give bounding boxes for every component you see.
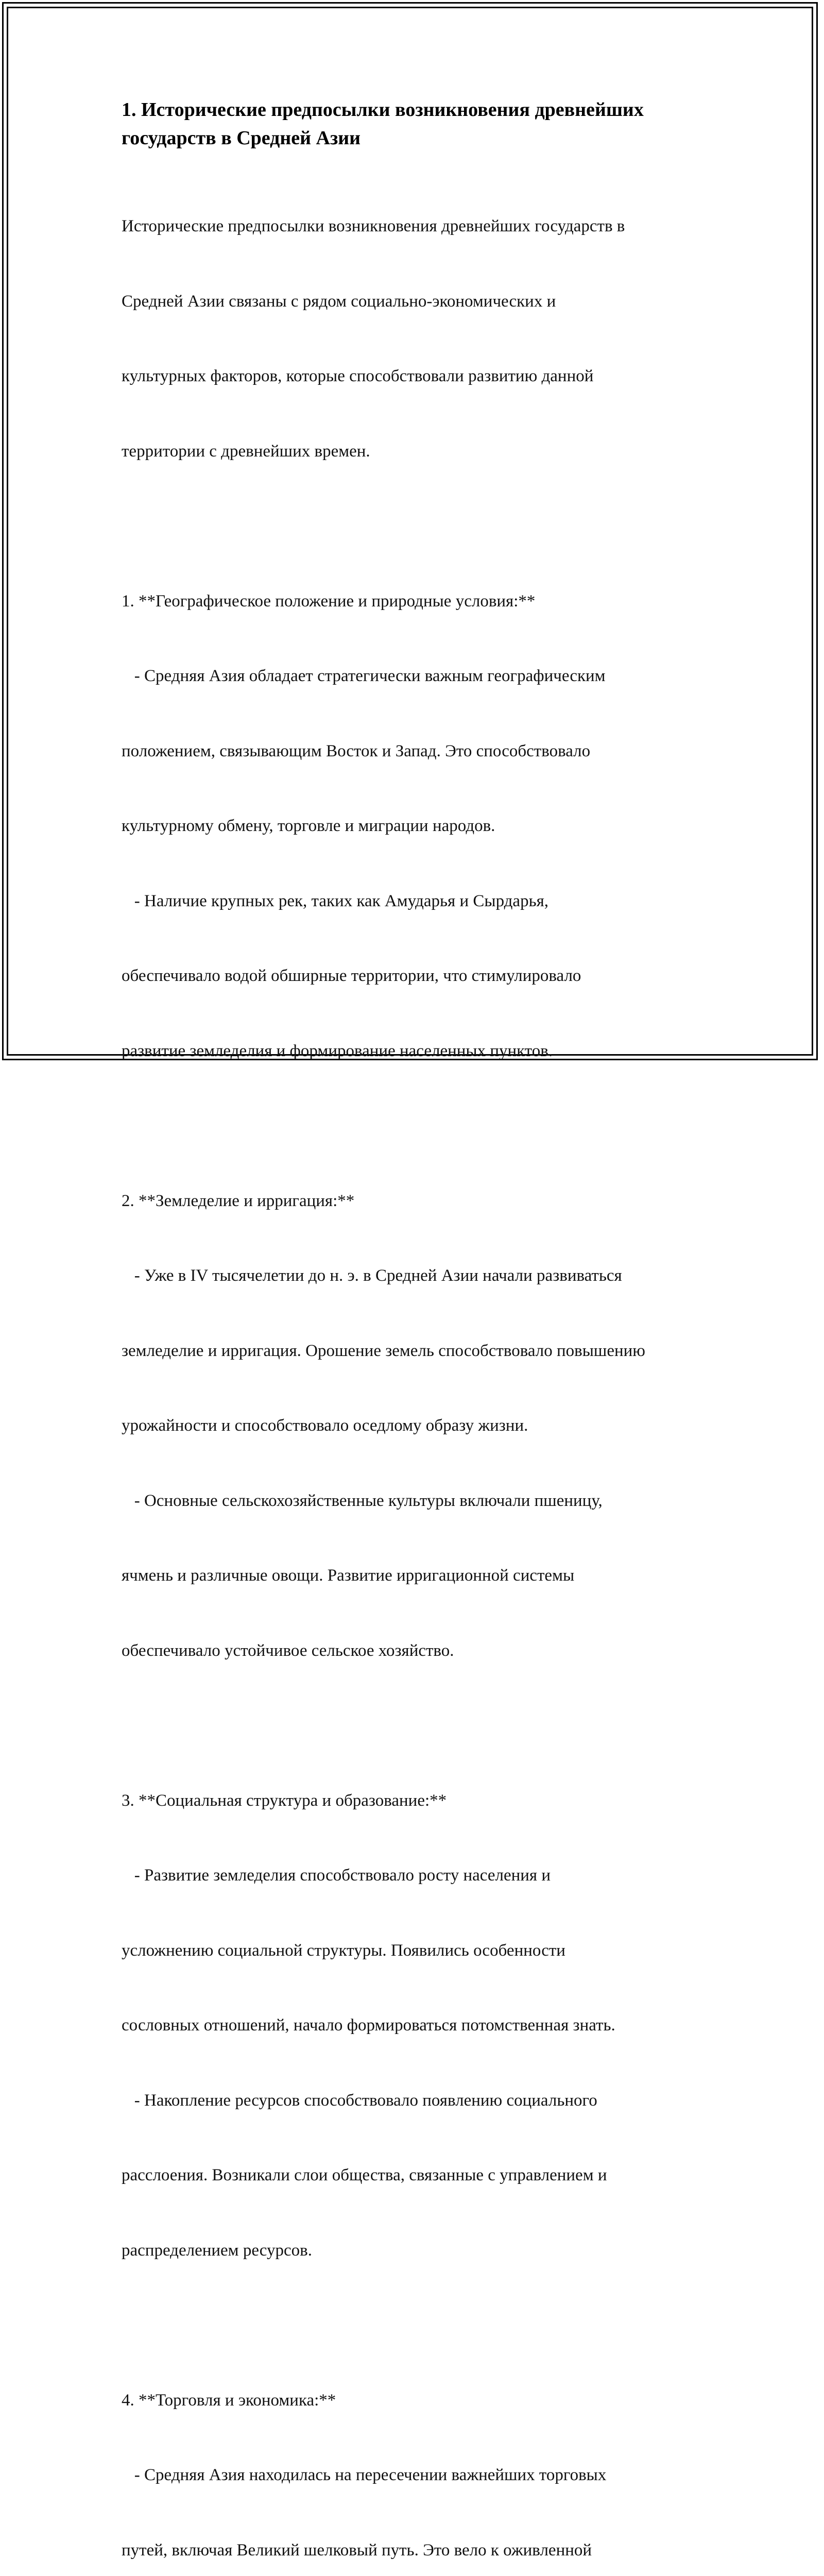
document-body: [122, 96, 714, 2576]
section-heading: [122, 96, 714, 152]
text-line: ячмень и различные овощи. Развитие ирригационной системы: [122, 1563, 714, 1588]
list-section: [122, 2338, 714, 2576]
text-line: путей, включая Великий шелковый путь. Это вело к оживленной: [122, 2538, 714, 2563]
text-line: культурных факторов, которые способствовали развитию данной: [122, 364, 714, 389]
text-line: - Наличие крупных рек, таких как Амударья и Сырдарья,: [122, 889, 714, 914]
list-section-title: 3. **Социальная структура и образование:**: [122, 1788, 714, 1814]
heading-line: 1. Исторические предпосылки возникновения древнейших: [122, 99, 644, 121]
text-line: Средней Азии связаны с рядом социально-экономических и: [122, 289, 714, 314]
list-section-title: 2. **Земледелие и ирригация:**: [122, 1189, 714, 1214]
text-line: - Уже в IV тысячелетии до н. э. в Средней Азии начали развиваться: [122, 1263, 714, 1289]
list-section: [122, 1139, 714, 1714]
heading-line: государств в Средней Азии: [122, 127, 360, 149]
text-line: положением, связывающим Восток и Запад. Это способствовало: [122, 739, 714, 764]
text-line: - Средняя Азия обладает стратегически важным географическим: [122, 664, 714, 689]
text-line: - Основные сельскохозяйственные культуры включали пшеницу,: [122, 1488, 714, 1514]
blank-line: [122, 1113, 714, 1139]
text-line: усложнению социальной структуры. Появились особенности: [122, 1938, 714, 1963]
text-line: - Развитие земледелия способствовало росту населения и: [122, 1863, 714, 1888]
text-line: - Накопление ресурсов способствовало появлению социального: [122, 2088, 714, 2113]
list-section: [122, 1738, 714, 2313]
text-line: земледелие и ирригация. Орошение земель способствовало повышению: [122, 1338, 714, 1364]
text-line: сословных отношений, начало формироваться потомственная знать.: [122, 2013, 714, 2038]
text-line: - Средняя Азия находилась на пересечении важнейших торговых: [122, 2463, 714, 2488]
document-page: [0, 0, 824, 1066]
text-line: урожайности и способствовало оседлому образу жизни.: [122, 1413, 714, 1438]
list-section: [122, 539, 714, 1114]
list-section-title: 1. **Географическое положение и природные условия:**: [122, 589, 714, 614]
text-line: обеспечивало устойчивое сельское хозяйство.: [122, 1638, 714, 1664]
text-line: распределением ресурсов.: [122, 2238, 714, 2263]
text-line: Исторические предпосылки возникновения древнейших государств в: [122, 214, 714, 239]
list-section-title: 4. **Торговля и экономика:**: [122, 2388, 714, 2413]
text-line: расслоения. Возникали слои общества, связанные с управлением и: [122, 2163, 714, 2188]
blank-line: [122, 2313, 714, 2338]
blank-line: [122, 1713, 714, 1738]
text-line: культурному обмену, торговле и миграции народов.: [122, 814, 714, 839]
intro-paragraph: [122, 164, 714, 514]
text-line: развитие земледелия и формирование населенных пунктов.: [122, 1039, 714, 1064]
blank-line: [122, 514, 714, 539]
text-line: территории с древнейших времен.: [122, 439, 714, 464]
text-line: обеспечивало водой обширные территории, что стимулировало: [122, 963, 714, 989]
